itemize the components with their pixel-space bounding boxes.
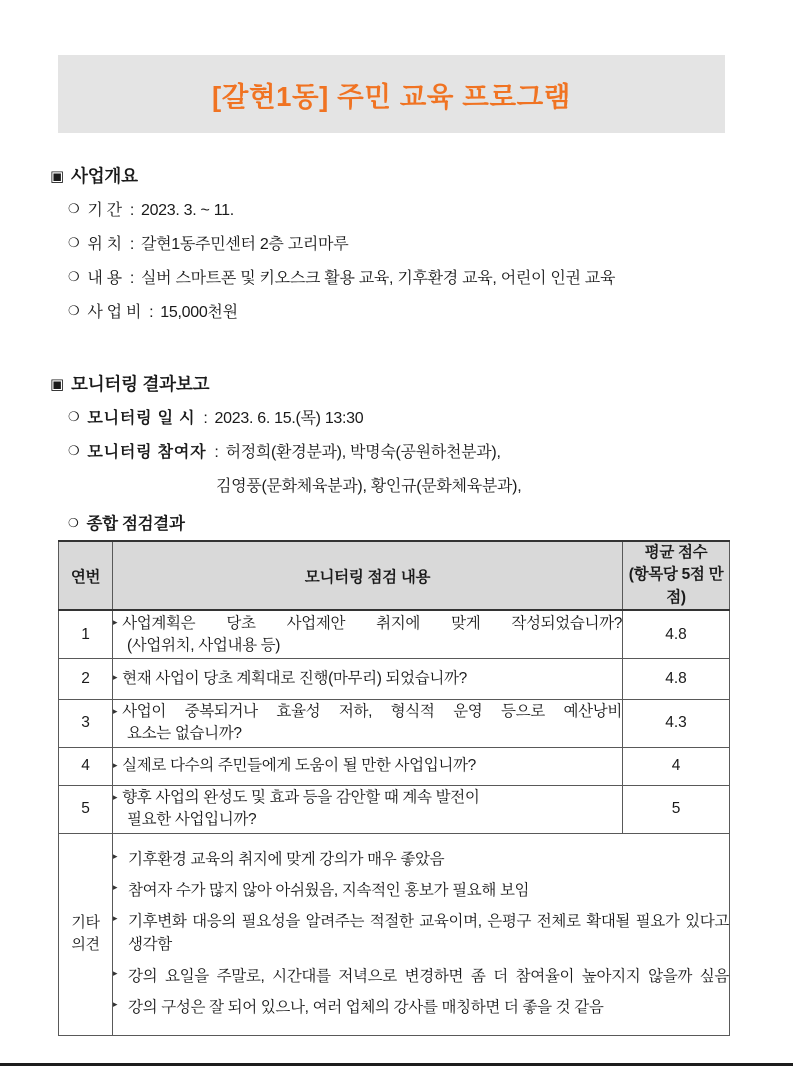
item-label: 내 용: [87, 270, 122, 287]
item-value: 15,000천원: [160, 304, 238, 321]
section-business-overview: [50, 163, 615, 333]
triangle-bullet-icon: ▸: [113, 791, 118, 802]
triangle-bullet-icon: ▸: [113, 967, 118, 978]
row-question: [113, 747, 623, 785]
row-number: 2: [59, 658, 113, 699]
list-item: [113, 996, 729, 1019]
opinion-text: 참여자 수가 많지 않아 아쉬웠음, 지속적인 홍보가 필요해 보임: [128, 881, 530, 899]
triangle-bullet-icon: ▸: [113, 705, 118, 716]
square-bullet-icon: ▣: [50, 168, 64, 185]
list-item: [113, 879, 729, 902]
item-separator: :: [129, 270, 134, 287]
item-label: 사 업 비: [87, 304, 142, 321]
square-bullet-icon: ▣: [50, 376, 64, 393]
section-monitoring-report: [50, 371, 521, 545]
item-label: 모니터링 일 시: [87, 410, 196, 427]
question-main-line: [113, 755, 622, 777]
column-header-score: [623, 541, 730, 610]
question-sub-line: (사업위치, 사업내용 등): [127, 636, 281, 654]
row-number: 5: [59, 785, 113, 833]
item-value: 2023. 6. 15.(목) 13:30: [214, 410, 364, 427]
row-number: 3: [59, 699, 113, 747]
opinion-text: 기후변화 대응의 필요성을 알려주는 적절한 교육이며, 은평구 전체로 확대될 필요가 있다고 생각함: [128, 913, 729, 954]
monitoring-results-table-wrapper: [58, 540, 728, 1036]
circle-bullet-icon: ❍: [68, 444, 80, 459]
triangle-bullet-icon: ▸: [113, 617, 118, 628]
overview-item-list: [50, 197, 615, 322]
question-sub-line: 요소는 없습니까?: [127, 725, 242, 743]
other-opinions-label-line1: 기타: [71, 913, 100, 931]
row-score: 4.3: [623, 699, 730, 747]
section-heading: [50, 371, 521, 396]
triangle-bullet-icon: ▸: [113, 881, 118, 892]
question-main-line: [113, 701, 622, 723]
item-separator: :: [149, 304, 154, 321]
row-number: 1: [59, 610, 113, 658]
list-item: [113, 848, 729, 871]
title-banner: [58, 55, 725, 133]
column-header-no: 연번: [59, 541, 113, 610]
monitoring-item-list: [50, 405, 521, 534]
row-number: 4: [59, 747, 113, 785]
section-heading: [50, 163, 615, 188]
row-score: 4: [623, 747, 730, 785]
item-separator: :: [129, 202, 134, 219]
item-value-continuation: 김영풍(문화체육분과), 황인규(문화체육분과),: [216, 478, 522, 495]
question-main-line: [113, 787, 622, 809]
subsection-overall-result: [68, 510, 521, 534]
circle-bullet-icon: ❍: [68, 410, 80, 425]
item-value: 허정희(환경분과), 박명숙(공원하천분과),: [225, 444, 501, 461]
table-header-row: [59, 541, 730, 610]
list-item: [113, 965, 729, 988]
item-label: 모니터링 참여자: [87, 444, 207, 461]
row-question: [113, 658, 623, 699]
row-score: 4.8: [623, 658, 730, 699]
list-item: [68, 405, 521, 428]
question-text: 사업이 중복되거나 효율성 저하, 형식적 운영 등으로 예산낭비: [122, 703, 622, 721]
row-question: [113, 785, 623, 833]
list-item: [113, 910, 729, 957]
other-opinions-label-line2: 의견: [71, 936, 100, 954]
item-value-continuation-line: [68, 473, 521, 496]
circle-bullet-icon: ❍: [68, 270, 80, 285]
item-value: 실버 스마트폰 및 키오스크 활용 교육, 기후환경 교육, 어린이 인권 교육: [140, 270, 616, 287]
subsection-label: 종합 점검결과: [86, 515, 185, 533]
list-item: [68, 231, 615, 254]
circle-bullet-icon: ❍: [68, 516, 79, 530]
item-value: 2023. 3. ~ 11.: [140, 202, 234, 219]
question-text: 향후 사업의 완성도 및 효과 등을 감안할 때 계속 발전이: [122, 789, 480, 807]
triangle-bullet-icon: ▸: [113, 759, 118, 770]
opinion-text: 강의 구성은 잘 되어 있으나, 여러 업체의 강사를 매칭하면 더 좋을 것 같음: [128, 998, 604, 1016]
section-heading-label: 모니터링 결과보고: [70, 374, 210, 394]
table-row: [59, 747, 730, 785]
section-heading-label: 사업개요: [70, 166, 138, 186]
other-opinions-label: [59, 833, 113, 1035]
list-item: [68, 299, 615, 322]
column-header-content: 모니터링 점검 내용: [113, 541, 623, 610]
list-item: [68, 439, 521, 462]
table-row: [59, 785, 730, 833]
row-score: 5: [623, 785, 730, 833]
item-label: 기 간: [87, 202, 122, 219]
question-text: 현재 사업이 당초 계획대로 진행(마무리) 되었습니까?: [122, 669, 467, 687]
other-opinions-cell: [113, 833, 730, 1035]
item-separator: :: [129, 236, 134, 253]
row-score: 4.8: [623, 610, 730, 658]
table-row-other-opinions: [59, 833, 730, 1035]
item-value: 갈현1동주민센터 2층 고리마루: [140, 236, 349, 253]
list-item: [68, 265, 615, 288]
row-question: [113, 699, 623, 747]
item-separator: :: [214, 444, 219, 461]
column-header-score-line1: 평균 점수: [644, 544, 708, 561]
triangle-bullet-icon: ▸: [113, 998, 118, 1009]
question-main-line: [113, 613, 622, 635]
circle-bullet-icon: ❍: [68, 202, 80, 217]
question-text: 실제로 다수의 주민들에게 도움이 될 만한 사업입니까?: [122, 757, 476, 775]
table-row: [59, 658, 730, 699]
opinion-text: 기후환경 교육의 취지에 맞게 강의가 매우 좋았음: [128, 850, 445, 868]
question-sub-line: 필요한 사업입니까?: [127, 811, 257, 829]
item-label: 위 치: [87, 236, 122, 253]
column-header-score-line2: (항목당 5점 만점): [628, 566, 724, 606]
opinion-text: 강의 요일을 주말로, 시간대를 저녁으로 변경하면 좀 더 참여율이 높아지지 않을까 싶음: [128, 967, 729, 985]
other-opinions-list: [113, 848, 729, 1020]
row-question: [113, 610, 623, 658]
triangle-bullet-icon: ▸: [113, 913, 118, 924]
question-text: 사업계획은 당초 사업제안 취지에 맞게 작성되었습니까?: [122, 614, 622, 632]
monitoring-results-table: [58, 540, 730, 1036]
item-separator: :: [203, 410, 208, 427]
question-main-line: [113, 668, 622, 690]
triangle-bullet-icon: ▸: [113, 850, 118, 861]
circle-bullet-icon: ❍: [68, 236, 80, 251]
table-row: [59, 610, 730, 658]
triangle-bullet-icon: ▸: [113, 672, 118, 683]
list-item: [68, 197, 615, 220]
circle-bullet-icon: ❍: [68, 304, 80, 319]
page-title: [갈현1동] 주민 교육 프로그램: [212, 81, 571, 112]
table-row: [59, 699, 730, 747]
